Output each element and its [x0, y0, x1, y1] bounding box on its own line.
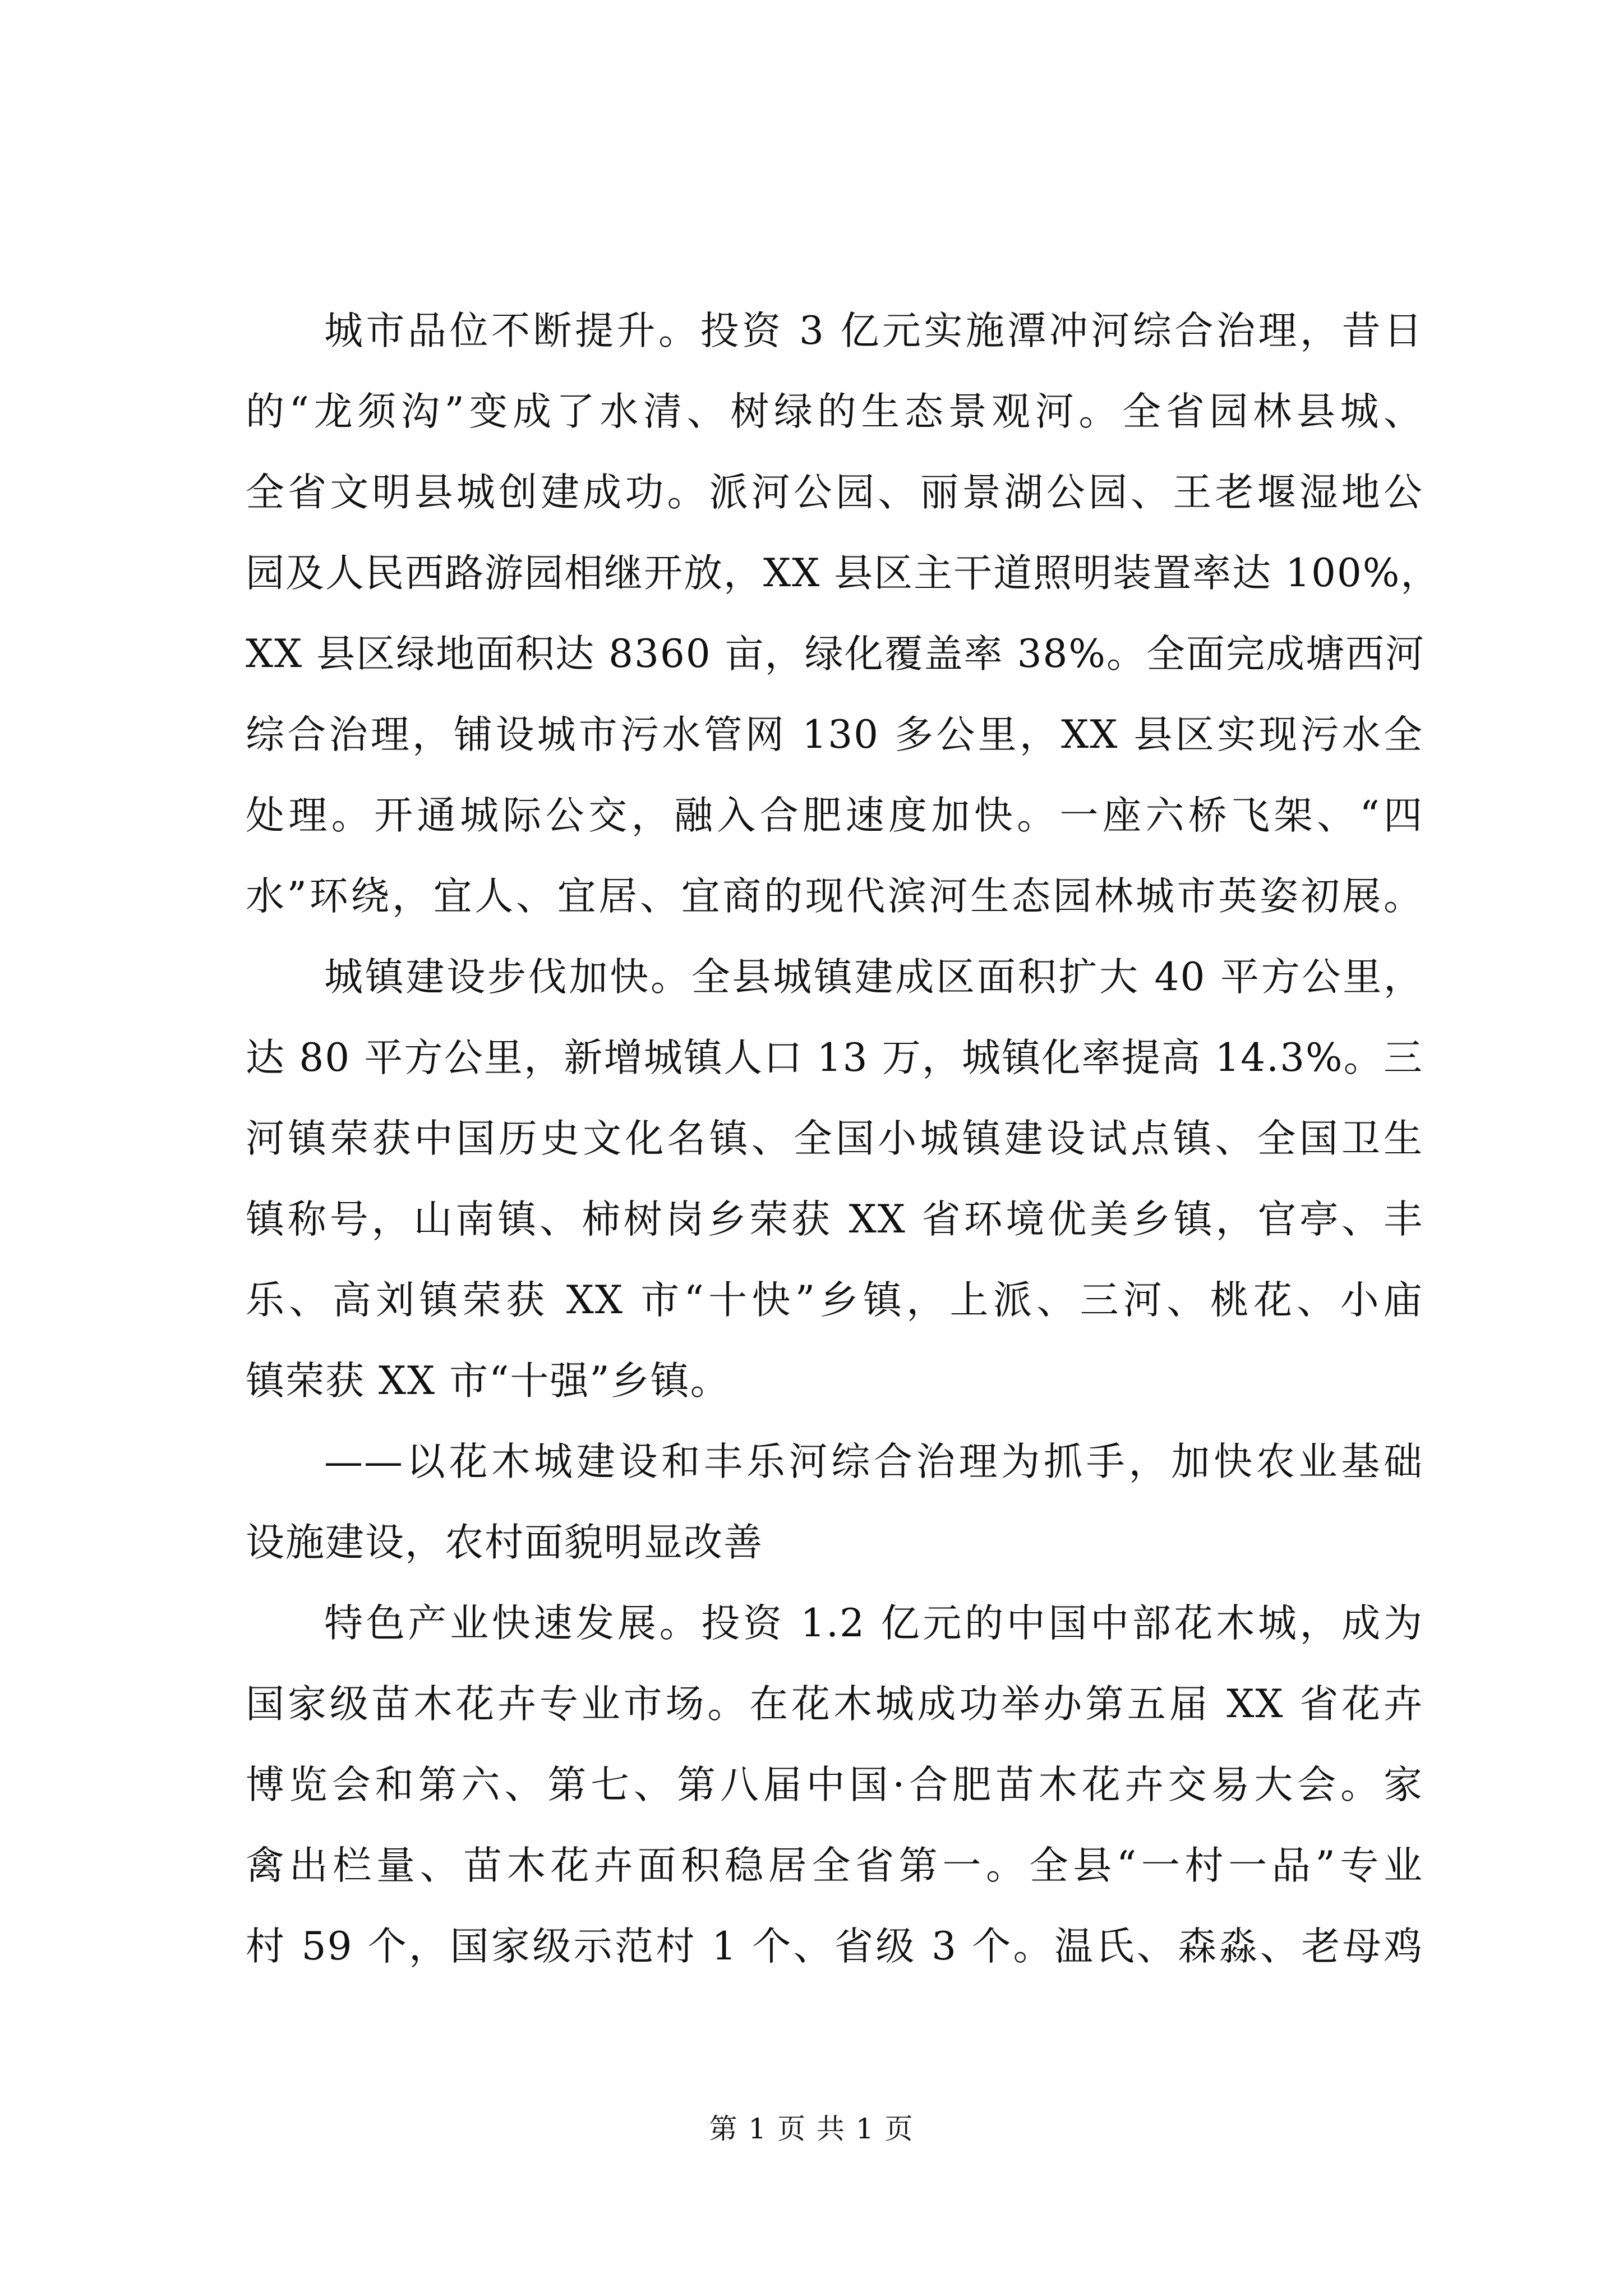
paragraph-1-line-3: 全省文明县城创建成功。派河公园、丽景湖公园、王老堰湿地公 — [246, 470, 1423, 515]
paragraph-1-line-1: 城市品位不断提升。投资 3 亿元实施潭冲河综合治理，昔日 — [324, 309, 1423, 353]
paragraph-1-line-7: 处理。开通城际公交，融入合肥速度加快。一座六桥飞架、“四 — [246, 793, 1423, 838]
paragraph-2-line-4: 镇称号，山南镇、柿树岗乡荣获 XX 省环境优美乡镇，官亭、丰 — [246, 1197, 1423, 1242]
section-heading-line-1: ——以花木城建设和丰乐河综合治理为抓手，加快农业基础 — [324, 1439, 1423, 1484]
paragraph-3-line-1: 特色产业快速发展。投资 1.2 亿元的中国中部花木城，成为 — [324, 1601, 1423, 1646]
paragraph-2-line-6: 镇荣获 XX 市“十强”乡镇。 — [246, 1359, 730, 1404]
paragraph-1-line-5: XX 县区绿地面积达 8360 亩，绿化覆盖率 38%。全面完成塘西河 — [246, 632, 1425, 677]
paragraph-1-line-6: 综合治理，铺设城市污水管网 130 多公里，XX 县区实现污水全 — [246, 712, 1423, 757]
paragraph-1-line-4: 园及人民西路游园相继开放，XX 县区主干道照明装置率达 100%， — [246, 551, 1441, 596]
paragraph-1-line-8: 水”环绕，宜人、宜居、宜商的现代滨河生态园林城市英姿初展。 — [246, 874, 1423, 919]
paragraph-3-line-5: 村 59 个，国家级示范村 1 个、省级 3 个。温氏、森淼、老母鸡 — [246, 1924, 1423, 1969]
paragraph-3-line-4: 禽出栏量、苗木花卉面积稳居全省第一。全县“一村一品”专业 — [246, 1843, 1423, 1888]
paragraph-2-line-2: 达 80 平方公里，新增城镇人口 13 万，城镇化率提高 14.3%。三 — [246, 1036, 1423, 1080]
paragraph-2-line-5: 乐、高刘镇荣获 XX 市“十快”乡镇，上派、三河、桃花、小庙 — [246, 1278, 1423, 1323]
page-footer: 第 1 页 共 1 页 — [709, 2113, 914, 2145]
section-heading-line-2: 设施建设，农村面貌明显改善 — [246, 1520, 763, 1565]
paragraph-2-line-1: 城镇建设步伐加快。全县城镇建成区面积扩大 40 平方公里， — [324, 955, 1423, 1000]
paragraph-3-line-3: 博览会和第六、第七、第八届中国·合肥苗木花卉交易大会。家 — [246, 1763, 1423, 1807]
paragraph-1-line-2: 的“龙须沟”变成了水清、树绿的生态景观河。全省园林县城、 — [246, 389, 1423, 434]
paragraph-3-line-2: 国家级苗木花卉专业市场。在花木城成功举办第五届 XX 省花卉 — [246, 1682, 1423, 1727]
paragraph-2-line-3: 河镇荣获中国历史文化名镇、全国小城镇建设试点镇、全国卫生 — [246, 1116, 1423, 1161]
